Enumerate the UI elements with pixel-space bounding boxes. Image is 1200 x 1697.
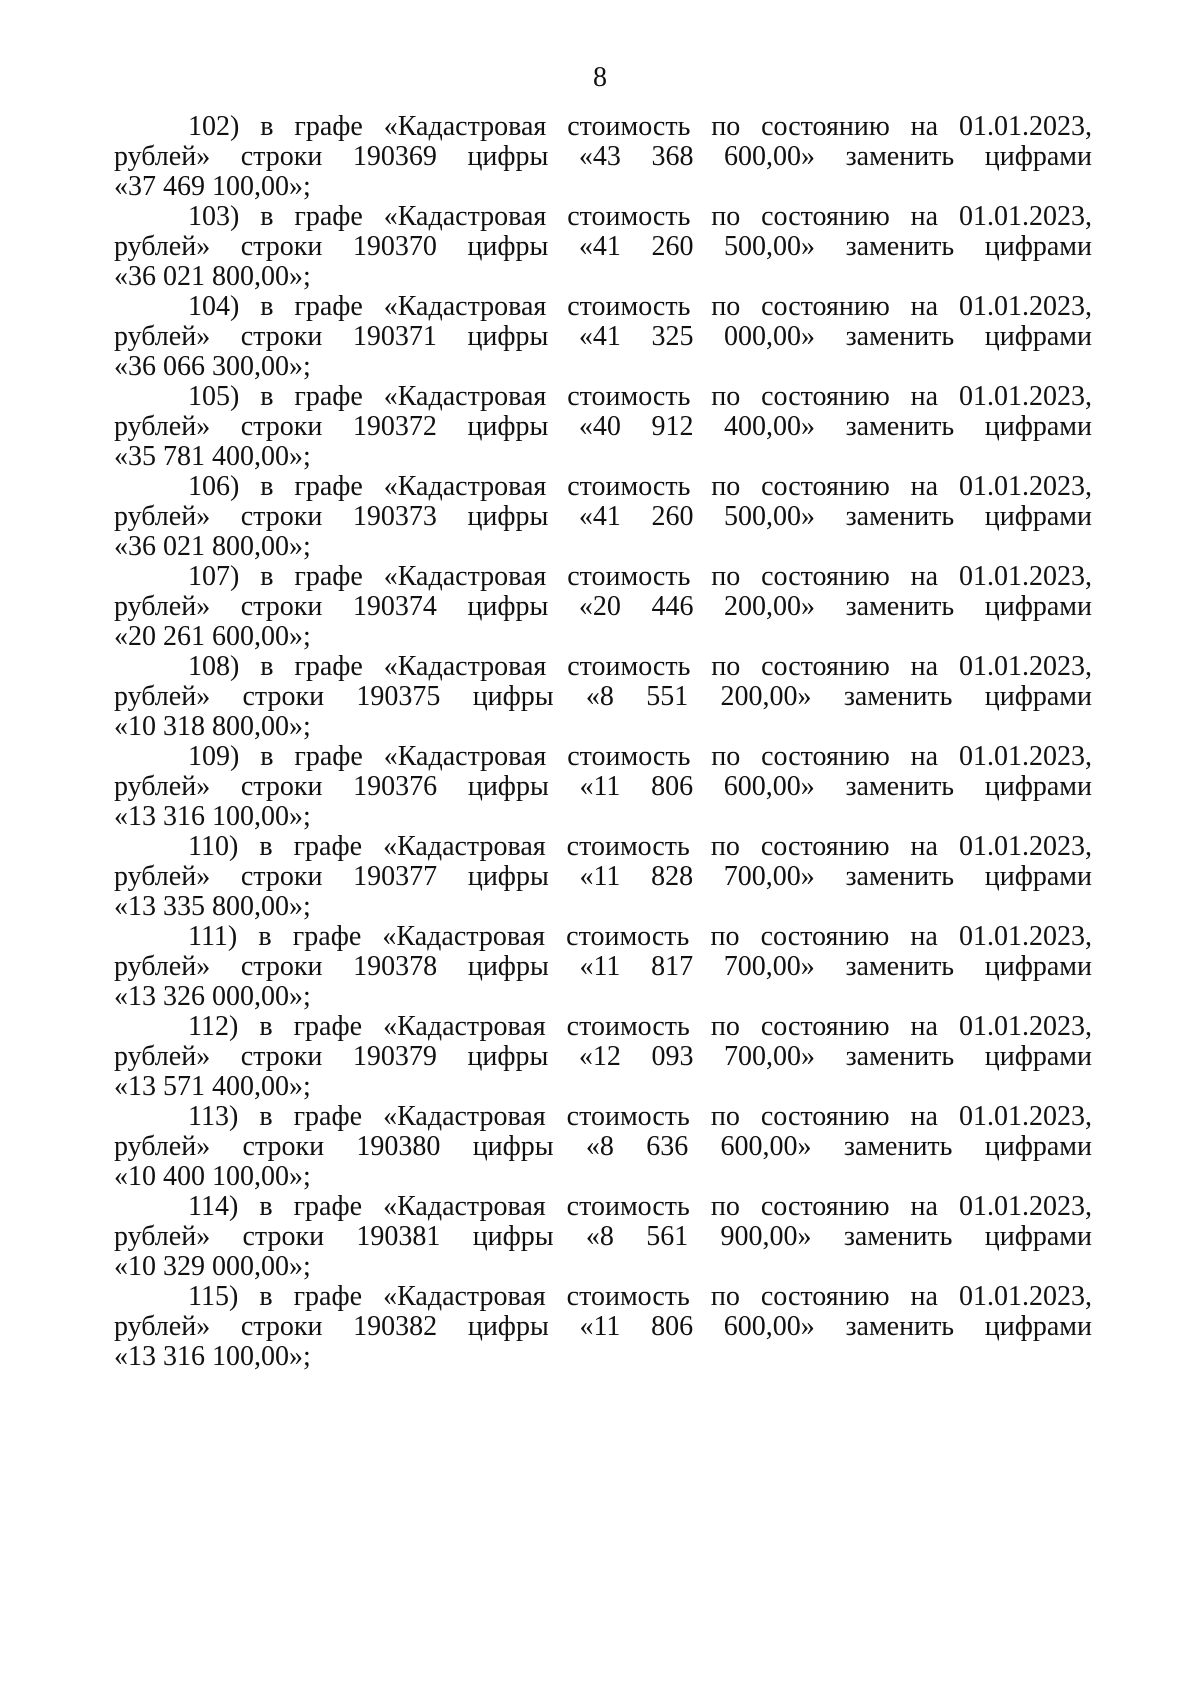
amendment-item	[114, 292, 1092, 382]
amendment-line: «35 781 400,00»;	[114, 441, 311, 472]
amendment-item	[114, 382, 1092, 472]
amendment-line: рублей» строки 190374 цифры «20 446 200,00» заменить цифрами	[114, 591, 1092, 622]
amendment-line: «36 021 800,00»;	[114, 261, 311, 292]
amendment-line: 110) в графе «Кадастровая стоимость по состоянию на 01.01.2023,	[188, 831, 1092, 862]
amendment-line: 108) в графе «Кадастровая стоимость по состоянию на 01.01.2023,	[188, 651, 1092, 682]
amendment-line: «10 318 800,00»;	[114, 711, 311, 742]
amendment-line: 109) в графе «Кадастровая стоимость по состоянию на 01.01.2023,	[188, 741, 1092, 772]
amendment-line: «20 261 600,00»;	[114, 621, 311, 652]
amendment-line: 104) в графе «Кадастровая стоимость по состоянию на 01.01.2023,	[188, 291, 1092, 322]
amendment-line: 115) в графе «Кадастровая стоимость по состоянию на 01.01.2023,	[188, 1281, 1092, 1312]
amendment-line: «13 316 100,00»;	[114, 801, 311, 832]
amendment-line: 105) в графе «Кадастровая стоимость по состоянию на 01.01.2023,	[188, 381, 1092, 412]
amendment-line: 113) в графе «Кадастровая стоимость по состоянию на 01.01.2023,	[188, 1101, 1092, 1132]
amendment-item	[114, 832, 1092, 922]
amendment-item	[114, 922, 1092, 1012]
amendment-line: «13 335 800,00»;	[114, 891, 311, 922]
amendment-line: «36 021 800,00»;	[114, 531, 311, 562]
amendment-line: рублей» строки 190373 цифры «41 260 500,00» заменить цифрами	[114, 501, 1092, 532]
amendment-line: «10 400 100,00»;	[114, 1161, 311, 1192]
amendment-line: 103) в графе «Кадастровая стоимость по состоянию на 01.01.2023,	[188, 201, 1092, 232]
amendment-line: рублей» строки 190370 цифры «41 260 500,00» заменить цифрами	[114, 231, 1092, 262]
amendment-line: рублей» строки 190369 цифры «43 368 600,00» заменить цифрами	[114, 141, 1092, 172]
amendment-line: «13 316 100,00»;	[114, 1341, 311, 1372]
amendment-item	[114, 1102, 1092, 1192]
amendment-item	[114, 562, 1092, 652]
amendment-line: «37 469 100,00»;	[114, 171, 311, 202]
amendment-line: рублей» строки 190382 цифры «11 806 600,00» заменить цифрами	[114, 1311, 1092, 1342]
amendment-line: 106) в графе «Кадастровая стоимость по состоянию на 01.01.2023,	[188, 471, 1092, 502]
amendment-line: «36 066 300,00»;	[114, 351, 311, 382]
amendment-line: «13 571 400,00»;	[114, 1071, 311, 1102]
amendment-item	[114, 202, 1092, 292]
amendment-line: рублей» строки 190381 цифры «8 561 900,00» заменить цифрами	[114, 1221, 1092, 1252]
amendment-line: «13 326 000,00»;	[114, 981, 311, 1012]
amendment-item	[114, 652, 1092, 742]
amendment-line: 107) в графе «Кадастровая стоимость по состоянию на 01.01.2023,	[188, 561, 1092, 592]
amendment-line: рублей» строки 190371 цифры «41 325 000,00» заменить цифрами	[114, 321, 1092, 352]
amendment-item	[114, 1012, 1092, 1102]
amendment-line: рублей» строки 190377 цифры «11 828 700,00» заменить цифрами	[114, 861, 1092, 892]
amendment-line: рублей» строки 190378 цифры «11 817 700,00» заменить цифрами	[114, 951, 1092, 982]
amendment-item	[114, 1282, 1092, 1372]
page-number: 8	[593, 62, 607, 93]
amendment-line: рублей» строки 190380 цифры «8 636 600,00» заменить цифрами	[114, 1131, 1092, 1162]
amendment-list	[114, 112, 1092, 1372]
amendment-line: рублей» строки 190379 цифры «12 093 700,00» заменить цифрами	[114, 1041, 1092, 1072]
amendment-line: рублей» строки 190376 цифры «11 806 600,00» заменить цифрами	[114, 771, 1092, 802]
amendment-item	[114, 742, 1092, 832]
amendment-item	[114, 112, 1092, 202]
amendment-line: 112) в графе «Кадастровая стоимость по состоянию на 01.01.2023,	[188, 1011, 1092, 1042]
amendment-line: рублей» строки 190375 цифры «8 551 200,00» заменить цифрами	[114, 681, 1092, 712]
amendment-line: 111) в графе «Кадастровая стоимость по состоянию на 01.01.2023,	[188, 921, 1092, 952]
amendment-line: 114) в графе «Кадастровая стоимость по состоянию на 01.01.2023,	[188, 1191, 1092, 1222]
amendment-line: рублей» строки 190372 цифры «40 912 400,00» заменить цифрами	[114, 411, 1092, 442]
amendment-line: 102) в графе «Кадастровая стоимость по состоянию на 01.01.2023,	[188, 111, 1092, 142]
amendment-item	[114, 1192, 1092, 1282]
amendment-line: «10 329 000,00»;	[114, 1251, 311, 1282]
amendment-item	[114, 472, 1092, 562]
